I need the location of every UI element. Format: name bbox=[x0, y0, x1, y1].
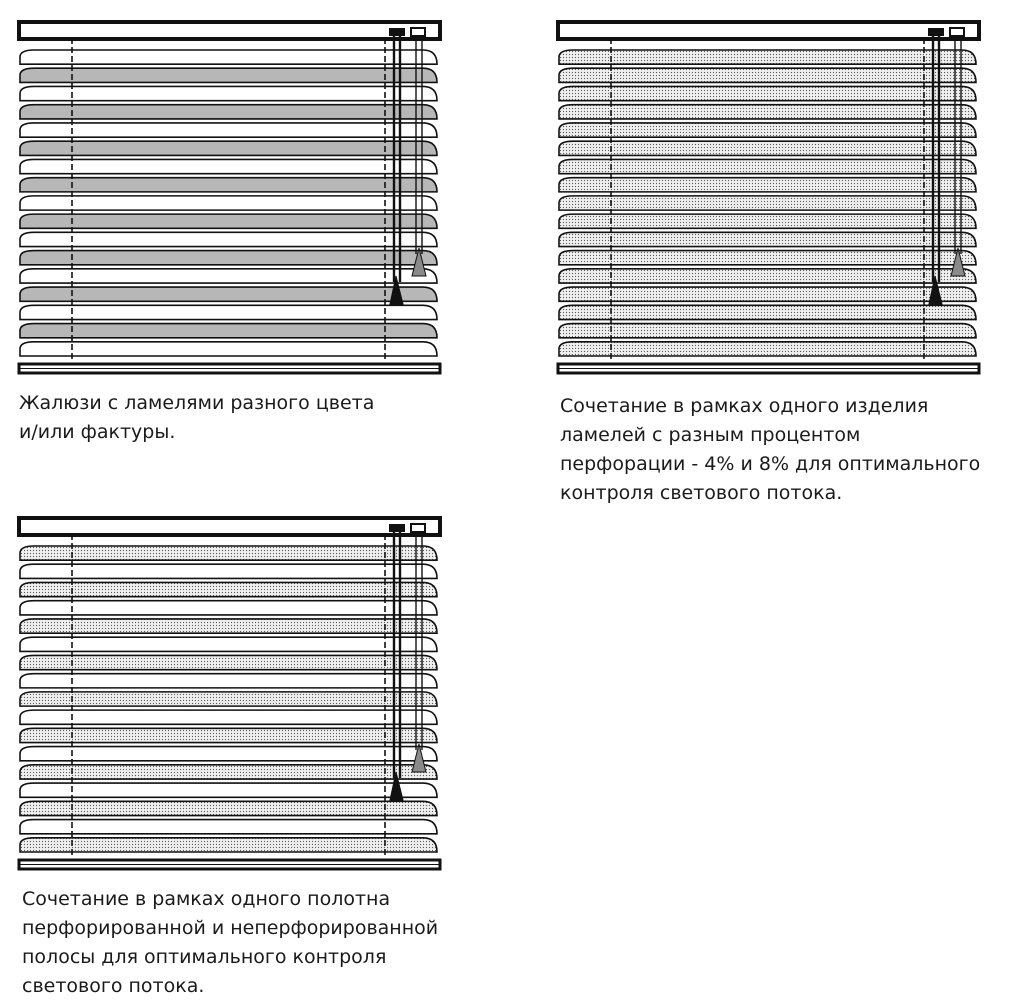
slat-plain bbox=[20, 50, 437, 64]
slat-gray bbox=[20, 251, 437, 265]
caption-3-line-4: светового потока. bbox=[22, 975, 205, 997]
caption-1-line-2: и/или фактуры. bbox=[19, 421, 176, 443]
slat-plain bbox=[20, 637, 437, 651]
slat-plain bbox=[20, 269, 437, 283]
slat-plain bbox=[20, 747, 437, 761]
slat-plain bbox=[20, 196, 437, 210]
slat-perforated bbox=[20, 582, 437, 596]
caption-3 bbox=[22, 885, 438, 1001]
slat-gray bbox=[20, 287, 437, 301]
slat-perforated bbox=[20, 546, 437, 560]
slat-plain bbox=[20, 86, 437, 100]
head-rail bbox=[19, 22, 440, 39]
caption-2-line-1: Сочетание в рамках одного изделия bbox=[560, 395, 929, 417]
caption-1-line-1: Жалюзи с ламелями разного цвета bbox=[19, 392, 375, 414]
slat-gray bbox=[20, 178, 437, 192]
slat-perforated bbox=[559, 269, 976, 283]
blind-diagram-1 bbox=[17, 20, 442, 376]
slat-perforated bbox=[559, 324, 976, 338]
slat-perforated bbox=[559, 251, 976, 265]
slat-gray bbox=[20, 214, 437, 228]
caption-3-line-1: Сочетание в рамках одного полотна bbox=[22, 888, 391, 910]
tilt-mechanism-block bbox=[389, 28, 405, 36]
slat-perforated bbox=[20, 765, 437, 779]
slat-perforated bbox=[20, 619, 437, 633]
slat-plain bbox=[20, 232, 437, 246]
cord-lock-block bbox=[411, 28, 425, 36]
tilt-mechanism-block bbox=[928, 28, 944, 36]
blind-diagram-2 bbox=[556, 20, 981, 376]
slat-perforated bbox=[20, 655, 437, 669]
slat-perforated bbox=[20, 728, 437, 742]
slat-perforated bbox=[559, 232, 976, 246]
slat-plain bbox=[20, 564, 437, 578]
tilt-mechanism-block bbox=[389, 524, 405, 532]
slat-perforated bbox=[559, 141, 976, 155]
slat-perforated bbox=[20, 838, 437, 852]
caption-3-line-3: полосы для оптимального контроля bbox=[22, 946, 387, 968]
slat-gray bbox=[20, 324, 437, 338]
slat-perforated bbox=[559, 287, 976, 301]
caption-2-line-4: контроля светового потока. bbox=[560, 482, 843, 504]
slat-perforated bbox=[559, 196, 976, 210]
slat-perforated bbox=[559, 105, 976, 119]
slat-plain bbox=[20, 710, 437, 724]
slat-plain bbox=[20, 305, 437, 319]
head-rail bbox=[558, 22, 979, 39]
slat-perforated bbox=[559, 50, 976, 64]
blind-illustration-perforated-band bbox=[17, 516, 442, 872]
slat-gray bbox=[20, 105, 437, 119]
slat-perforated bbox=[559, 342, 976, 356]
slat-gray bbox=[20, 141, 437, 155]
slat-perforated bbox=[559, 68, 976, 82]
slat-perforated bbox=[559, 159, 976, 173]
head-rail bbox=[19, 518, 440, 535]
slat-perforated bbox=[559, 305, 976, 319]
slat-plain bbox=[20, 342, 437, 356]
cord-lock-block bbox=[950, 28, 964, 36]
slat-perforated bbox=[559, 178, 976, 192]
slat-perforated bbox=[559, 214, 976, 228]
caption-2-line-3: перфорации - 4% и 8% для оптимального bbox=[560, 453, 981, 475]
slat-perforated bbox=[559, 123, 976, 137]
slat-plain bbox=[20, 820, 437, 834]
cord-lock-block bbox=[411, 524, 425, 532]
slat-plain bbox=[20, 601, 437, 615]
slat-perforated bbox=[20, 692, 437, 706]
caption-2-line-2: ламелей с разным процентом bbox=[560, 424, 861, 446]
slat-plain bbox=[20, 159, 437, 173]
slat-perforated bbox=[559, 86, 976, 100]
blind-illustration-mixed-color bbox=[17, 20, 442, 376]
caption-2 bbox=[560, 392, 980, 508]
caption-3-line-2: перфорированной и неперфорированной bbox=[22, 917, 439, 939]
slat-perforated bbox=[20, 801, 437, 815]
blind-diagram-3 bbox=[17, 516, 442, 872]
slat-plain bbox=[20, 674, 437, 688]
blind-illustration-perforation-mix bbox=[556, 20, 981, 376]
slat-plain bbox=[20, 783, 437, 797]
slat-plain bbox=[20, 123, 437, 137]
slat-gray bbox=[20, 68, 437, 82]
caption-1 bbox=[19, 389, 374, 447]
